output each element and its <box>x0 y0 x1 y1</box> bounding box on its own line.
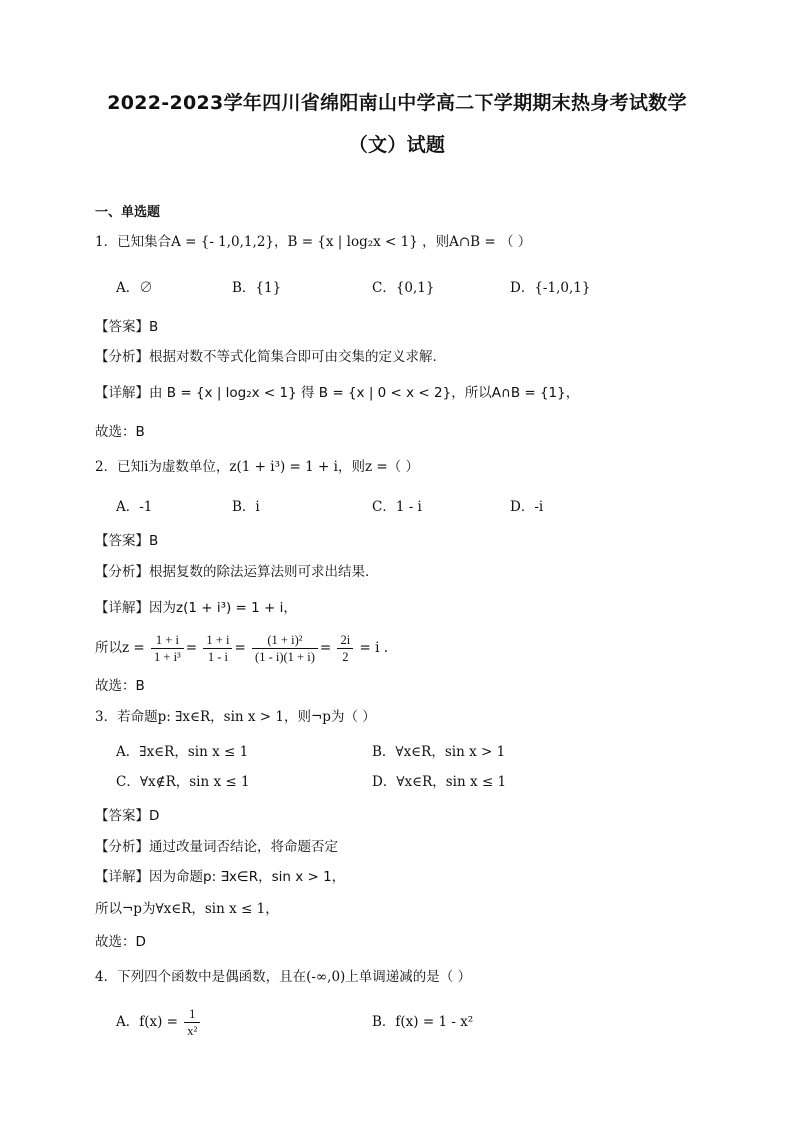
q2-option-b: B．i <box>232 499 260 515</box>
q2-option-a: A．-1 <box>116 499 153 515</box>
q1-detail: 【详解】由 B = {x | log₂x < 1} 得 B = {x | 0 < x < 2}，所以A∩B = {1}， <box>95 385 580 401</box>
q2-fraction-2-den: 1 - i <box>207 650 228 664</box>
q2-fraction-1-den: 1 + i³ <box>154 650 181 664</box>
q3-analysis: 【分析】通过改量词否结论，将命题否定 <box>95 839 338 855</box>
q4-option-b: B．f(x) = 1 - x² <box>372 1014 474 1030</box>
q2-calculation: 所以z = $\frac{1 + i}{\text{1 + i³}}$ = $\frac{1 + i}{1 - i}$ = $\frac{\text{(1 + i)²}}{(1 - i)(1 + i)}$ = $\frac{2i}{2}$ = i . <box>95 633 389 664</box>
q2-fraction-4-num: 2i <box>337 632 353 649</box>
q4-option-a-den: x² <box>187 1024 198 1038</box>
q3-answer: 【答案】D <box>95 808 160 824</box>
q2-fraction-2 <box>203 632 232 665</box>
q2-stem: 2．已知i为虚数单位，z(1 + i³) = 1 + i，则z =（ ） <box>95 459 419 475</box>
q1-stem: 1．已知集合A = {- 1,0,1,2}，B = {x | log₂x < 1} ，则A∩B = （ ） <box>95 234 532 250</box>
q4-option-a-prefix: A．f(x) = <box>116 1014 178 1030</box>
q4-option-a-num: 1 <box>184 1006 200 1023</box>
q1-option-a: A．∅ <box>116 280 153 296</box>
q2-calc-prefix: 所以z = <box>95 640 145 656</box>
q2-fraction-1 <box>151 632 184 665</box>
q2-fraction-3-num: (1 + i)² <box>252 632 318 649</box>
q1-answer: 【答案】B <box>95 319 159 335</box>
q2-fraction-4 <box>337 632 353 665</box>
q3-option-a: A．∃x∈R，sin x ≤ 1 <box>116 744 249 760</box>
q2-option-d: D．-i <box>510 499 544 515</box>
q2-fraction-1-num: 1 + i <box>151 632 184 649</box>
q2-fraction-3-den: (1 - i)(1 + i) <box>255 650 315 664</box>
q3-stem: 3．若命题p: ∃x∈R，sin x > 1，则¬p为（ ） <box>95 709 376 725</box>
q2-option-c: C．1 - i <box>372 499 422 515</box>
q2-analysis: 【分析】根据复数的除法运算法则可求出结果. <box>95 564 370 580</box>
q2-detail: 【详解】因为z(1 + i³) = 1 + i， <box>95 600 297 616</box>
q3-option-d: D．∀x∈R，sin x ≤ 1 <box>372 774 507 790</box>
q3-choice: 故选：D <box>95 934 146 950</box>
q3-detail-2: 所以¬p为∀x∈R，sin x ≤ 1， <box>95 901 279 917</box>
q1-option-c: C．{0,1} <box>372 280 435 296</box>
section-heading: 一、单选题 <box>95 205 161 220</box>
q1-option-b: B．{1} <box>232 280 282 296</box>
q3-detail: 【详解】因为命题p: ∃x∈R，sin x > 1， <box>95 869 346 885</box>
q4-option-a <box>116 1004 202 1040</box>
q2-fraction-2-num: 1 + i <box>203 632 232 649</box>
q2-fraction-4-den: 2 <box>342 650 349 664</box>
q1-option-d: D．{-1,0,1} <box>510 280 591 296</box>
title-line-1: 2022-2023学年四川省绵阳南山中学高二下学期期末热身考试数学 <box>107 92 687 114</box>
q3-option-b: B．∀x∈R，sin x > 1 <box>372 744 506 760</box>
title-line-2: （文）试题 <box>348 134 446 156</box>
q4-option-a-fraction <box>184 1006 200 1039</box>
q2-choice: 故选：B <box>95 678 145 694</box>
q2-calc-suffix: = i . <box>359 640 389 656</box>
q1-analysis: 【分析】根据对数不等式化简集合即可由交集的定义求解. <box>95 349 437 365</box>
q4-stem: 4．下列四个函数中是偶函数，且在(-∞,0)上单调递减的是（ ） <box>95 969 472 985</box>
q2-answer: 【答案】B <box>95 533 159 549</box>
q2-fraction-3 <box>252 632 318 665</box>
q1-choice: 故选：B <box>95 424 145 440</box>
q3-option-c: C．∀x∉R，sin x ≤ 1 <box>116 774 250 790</box>
